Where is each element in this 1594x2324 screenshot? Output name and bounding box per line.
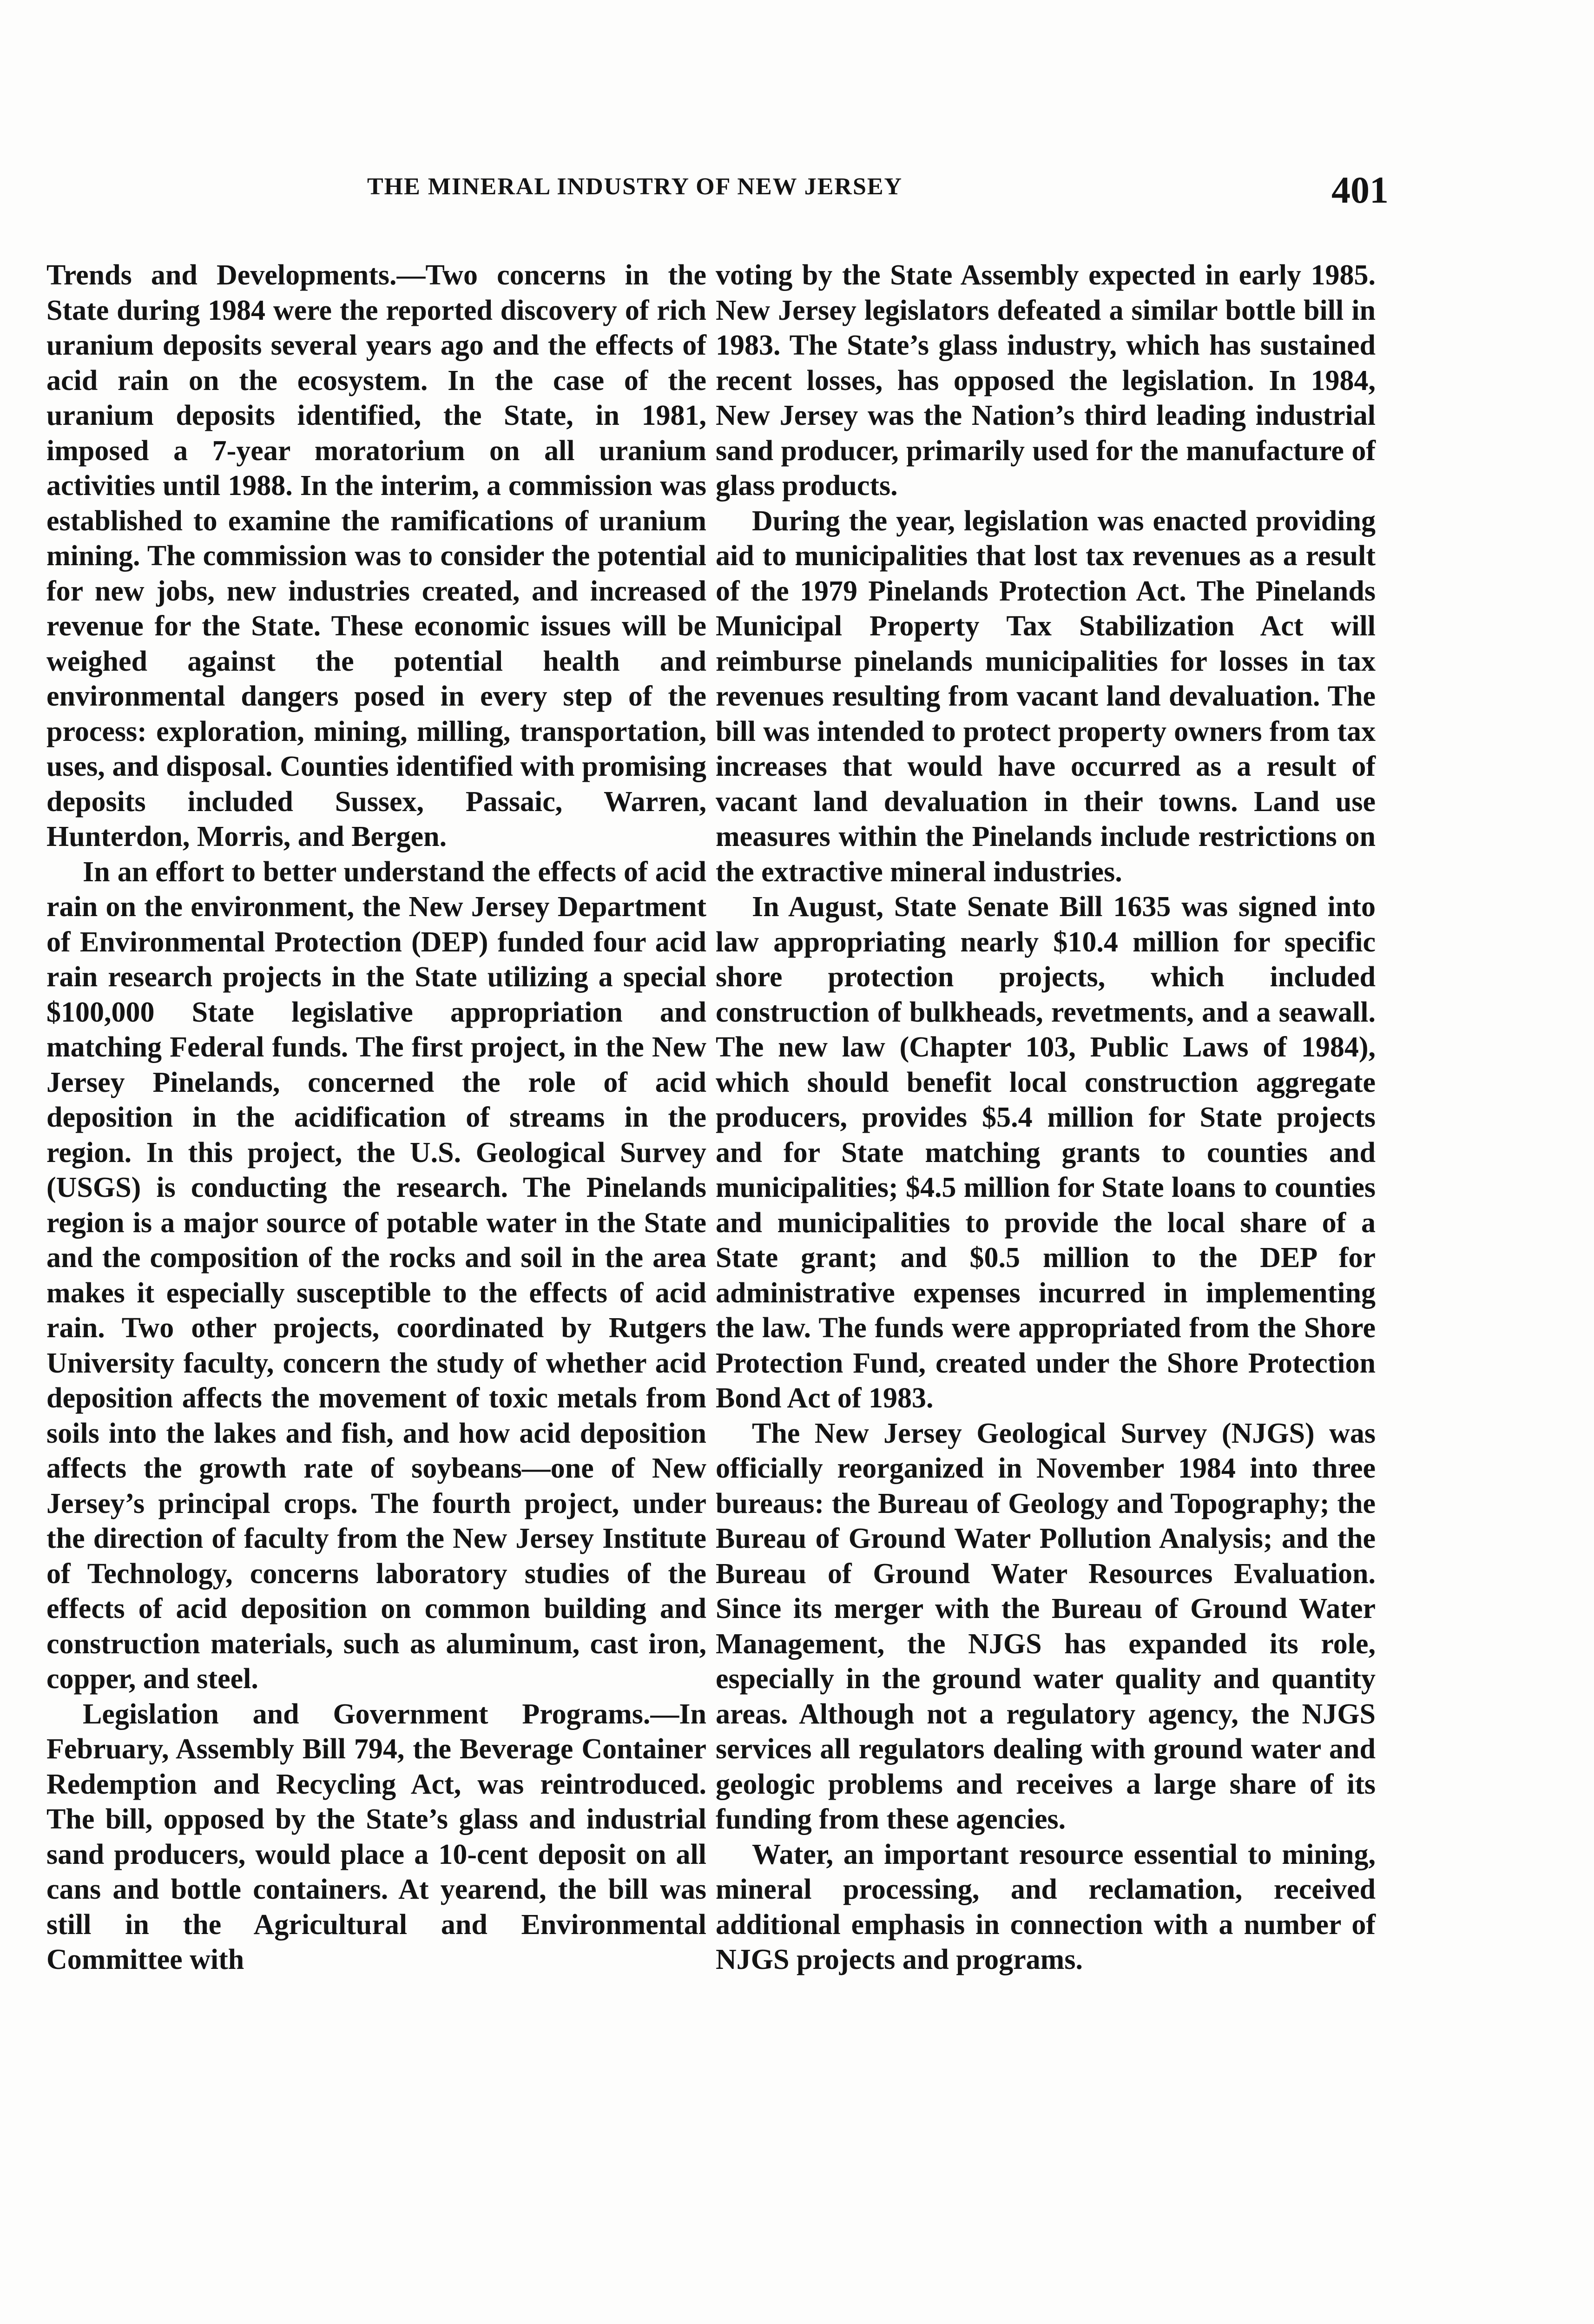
right-column xyxy=(716,258,1376,1978)
paragraph-acid-rain: In an effort to better understand the effects of acid rain on the environment, the New Jersey Department of Environmental Protection (DEP) funded four acid rain research projects in the State utilizing a special $100,000 State legislative appropriation and matching Federal funds. The first project, in the New Jersey Pinelands, concerned the role of acid deposition in the acidification of streams in the region. In this project, the U.S. Geological Survey (USGS) is conducting the research. The Pinelands region is a major source of potable water in the State and the composition of the rocks and soil in the area makes it especially susceptible to the effects of acid rain. Two other projects, coordinated by Rutgers University faculty, concern the study of whether acid deposition affects the movement of toxic metals from soils into the lakes and fish, and how acid deposition affects the growth rate of soybeans—one of New Jersey’s principal crops. The fourth project, under the direction of faculty from the New Jersey Institute of Technology, concerns laboratory studies of the effects of acid deposition on common building and construction materials, such as aluminum, cast iron, copper, and steel. xyxy=(46,856,706,1695)
paragraph-trends xyxy=(46,258,706,855)
paragraph-trends-text: Two concerns in the State during 1984 were the reported discovery of rich uranium deposits several years ago and the effects of acid rain on the ecosystem. In the case of the uranium deposits identified, the State, in 1981, imposed a 7-year moratorium on all uranium activities until 1988. In the interim, a commission was established to examine the ramifications of uranium mining. The commission was to consider the potential for new jobs, new industries created, and increased revenue for the State. These economic issues will be weighed against the potential health and environmental dangers posed in every step of the process: exploration, mining, milling, transportation, uses, and disposal. Counties identified with promising deposits included Sussex, Passaic, Warren, Hunterdon, Morris, and Bergen. xyxy=(46,259,706,852)
running-title: THE MINERAL INDUSTRY OF NEW JERSEY xyxy=(367,173,903,200)
paragraph-bottle-bill: voting by the State Assembly expected in early 1985. New Jersey legislators defeated a similar bottle bill in 1983. The State’s glass industry, which has sustained recent losses, has opposed the legislation. In 1984, New Jersey was the Nation’s third leading industrial sand producer, primarily used for the manufacture of glass products. xyxy=(716,259,1376,502)
section-heading-legislation: Legislation and Government Programs.— xyxy=(83,1698,679,1730)
page-number: 401 xyxy=(1331,169,1389,211)
paragraph-pinelands: During the year, legislation was enacted providing aid to municipalities that lost tax revenues as a result of the 1979 Pinelands Protection Act. The Pinelands Municipal Property Tax Stabilization Act will reimburse pinelands municipalities for losses in tax revenues resulting from vacant land devaluation. The bill was intended to protect property owners from tax increases that would have occurred as a result of vacant land devaluation in their towns. Land use measures within the Pinelands include restrictions on the extractive mineral industries. xyxy=(716,505,1376,888)
paragraph-njgs: The New Jersey Geological Survey (NJGS) was officially reorganized in November 1984 into three bureaus: the Bureau of Geology and Topography; the Bureau of Ground Water Pollution Analysis; and the Bureau of Ground Water Resources Evaluation. Since its merger with the Bureau of Ground Water Management, the NJGS has expanded its role, especially in the ground water quality and quantity areas. Although not a regulatory agency, the NJGS services all regulators dealing with ground water and geologic problems and receives a large share of its funding from these agencies. xyxy=(716,1417,1376,1835)
left-column xyxy=(46,258,706,1978)
paragraph-water: Water, an important resource essential to mining, mineral processing, and reclamation, received additional emphasis in connection with a number of NJGS projects and programs. xyxy=(716,1838,1376,1975)
section-heading-trends: Trends and Developments.— xyxy=(46,259,426,291)
paragraph-legislation xyxy=(46,1697,706,1978)
paragraph-legislation-text: In February, Assembly Bill 794, the Beverage Container Redemption and Recycling Act, was reintroduced. The bill, opposed by the State’s glass and industrial sand producers, would place a 10-cent deposit on all cans and bottle containers. At yearend, the bill was still in the Agricultural and Environmental Committee with xyxy=(46,1698,706,1975)
paragraph-shore-protection: In August, State Senate Bill 1635 was signed into law appropriating nearly $10.4 million for specific shore protection projects, which included construction of bulkheads, revetments, and a seawall. The new law (Chapter 103, Public Laws of 1984), which should benefit local construction aggregate producers, provides $5.4 million for State projects and for State matching grants to counties and municipalities; $4.5 million for State loans to counties and municipalities to provide the local share of a State grant; and $0.5 million to the DEP for administrative expenses incurred in implementing the law. The funds were appropriated from the Shore Protection Fund, created under the Shore Protection Bond Act of 1983. xyxy=(716,891,1376,1414)
